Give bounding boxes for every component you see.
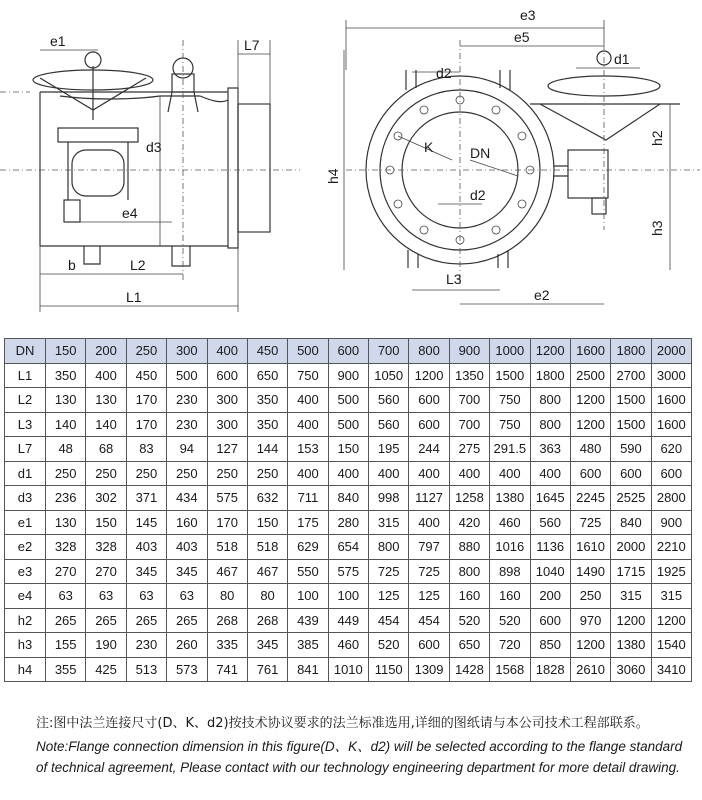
table-cell: 3410 (651, 657, 691, 682)
table-cell: 2245 (570, 486, 610, 511)
table-cell: 590 (611, 437, 651, 462)
table-cell: 63 (167, 584, 207, 609)
row-label-cell: e1 (5, 510, 46, 535)
table-row (5, 559, 692, 584)
table-cell: 190 (86, 633, 126, 658)
table-cell: 800 (369, 535, 409, 560)
table-cell: 345 (247, 633, 287, 658)
table-cell: 2000 (651, 339, 691, 364)
table-cell: 153 (288, 437, 328, 462)
table-cell: 500 (328, 388, 368, 413)
label-L1: L1 (126, 289, 142, 305)
table-cell: 230 (167, 388, 207, 413)
table-cell: 700 (369, 339, 409, 364)
table-row (5, 486, 692, 511)
table-cell: 700 (449, 412, 489, 437)
table-cell: 900 (328, 363, 368, 388)
table-cell: 363 (530, 437, 570, 462)
table-cell: 160 (449, 584, 489, 609)
table-cell: 1200 (570, 412, 610, 437)
table-cell: 80 (207, 584, 247, 609)
table-cell: 800 (409, 339, 449, 364)
row-label-cell: h4 (5, 657, 46, 682)
table-cell: 140 (46, 412, 86, 437)
table-cell: 840 (328, 486, 368, 511)
table-cell: 741 (207, 657, 247, 682)
table-cell: 439 (288, 608, 328, 633)
table-cell: 520 (449, 608, 489, 633)
table-cell: 175 (288, 510, 328, 535)
table-cell: 400 (530, 461, 570, 486)
table-cell: 250 (126, 339, 166, 364)
table-cell: 1150 (369, 657, 409, 682)
table-cell: 632 (247, 486, 287, 511)
table-cell: 600 (530, 608, 570, 633)
table-cell: 841 (288, 657, 328, 682)
table-cell: 900 (651, 510, 691, 535)
row-label-cell: d1 (5, 461, 46, 486)
table-cell: 250 (247, 461, 287, 486)
table-row (5, 608, 692, 633)
table-cell: 1828 (530, 657, 570, 682)
label-e3: e3 (520, 7, 536, 23)
table-cell: 600 (651, 461, 691, 486)
table-cell: 403 (167, 535, 207, 560)
table-cell: 160 (490, 584, 530, 609)
table-cell: 1925 (651, 559, 691, 584)
table-cell: 450 (126, 363, 166, 388)
table-cell: 2210 (651, 535, 691, 560)
table-cell: 130 (86, 388, 126, 413)
table-cell: 144 (247, 437, 287, 462)
row-label-cell: L3 (5, 412, 46, 437)
table-cell: 302 (86, 486, 126, 511)
table-cell: 155 (46, 633, 86, 658)
table-cell: 575 (328, 559, 368, 584)
table-cell: 454 (409, 608, 449, 633)
table-cell: 270 (46, 559, 86, 584)
table-cell: 250 (86, 461, 126, 486)
table-cell: 125 (409, 584, 449, 609)
table-row (5, 657, 692, 682)
table-cell: 460 (328, 633, 368, 658)
label-d2-top: d2 (436, 65, 452, 81)
table-cell: 150 (46, 339, 86, 364)
table-cell: 800 (449, 559, 489, 584)
row-label-cell: h2 (5, 608, 46, 633)
table-cell: 3000 (651, 363, 691, 388)
table-cell: 1645 (530, 486, 570, 511)
note-english: Note:Flange connection dimension in this figure(D、K、d2) will be selected according to the flange standard of technical agreement, Please contact with our technology engineering department for more detail drawing. (36, 739, 683, 775)
table-cell: 250 (167, 461, 207, 486)
label-h3: h3 (649, 220, 665, 236)
table-row (5, 461, 692, 486)
table-cell: 600 (570, 461, 610, 486)
table-cell: 250 (570, 584, 610, 609)
table-cell: 1350 (449, 363, 489, 388)
table-cell: 725 (570, 510, 610, 535)
table-cell: 800 (530, 412, 570, 437)
table-cell: 500 (328, 412, 368, 437)
table-row (5, 388, 692, 413)
table-cell: 355 (46, 657, 86, 682)
table-cell: 880 (449, 535, 489, 560)
table-header-row (5, 339, 692, 364)
table-cell: 750 (490, 412, 530, 437)
table-cell: 244 (409, 437, 449, 462)
table-cell: 125 (369, 584, 409, 609)
table-cell: 434 (167, 486, 207, 511)
label-d3: d3 (146, 139, 162, 155)
table-cell: 513 (126, 657, 166, 682)
table-cell: 268 (207, 608, 247, 633)
table-cell: 150 (86, 510, 126, 535)
table-cell: 750 (288, 363, 328, 388)
table-cell: 600 (611, 461, 651, 486)
label-L3: L3 (446, 271, 462, 287)
table-cell: 260 (167, 633, 207, 658)
table-cell: 300 (167, 339, 207, 364)
table-cell: 700 (449, 388, 489, 413)
table-cell: 1428 (449, 657, 489, 682)
row-label-cell: L2 (5, 388, 46, 413)
table-row (5, 510, 692, 535)
table-cell: 400 (207, 339, 247, 364)
table-cell: 1040 (530, 559, 570, 584)
table-cell: 250 (207, 461, 247, 486)
table-cell: 385 (288, 633, 328, 658)
table-cell: 400 (288, 412, 328, 437)
label-e4: e4 (122, 205, 138, 221)
table-cell: 150 (328, 437, 368, 462)
table-cell: 840 (611, 510, 651, 535)
table-cell: 1200 (570, 633, 610, 658)
table-cell: 711 (288, 486, 328, 511)
table-cell: 467 (247, 559, 287, 584)
table-cell: 200 (530, 584, 570, 609)
label-DN: DN (470, 145, 491, 161)
table-cell: 2700 (611, 363, 651, 388)
table-cell: 100 (328, 584, 368, 609)
label-e1: e1 (50, 33, 66, 49)
table-cell: 400 (449, 461, 489, 486)
table-cell: 160 (167, 510, 207, 535)
table-cell: 400 (288, 461, 328, 486)
table-cell: 1010 (328, 657, 368, 682)
table-cell: 600 (409, 388, 449, 413)
table-cell: 2000 (611, 535, 651, 560)
table-cell: 236 (46, 486, 86, 511)
table-cell: 1200 (651, 608, 691, 633)
table-cell: 2500 (570, 363, 610, 388)
table-cell: 371 (126, 486, 166, 511)
table-cell: 195 (369, 437, 409, 462)
table-cell: 560 (369, 388, 409, 413)
table-cell: 800 (530, 388, 570, 413)
table-row (5, 584, 692, 609)
table-cell: 1800 (611, 339, 651, 364)
table-cell: 850 (530, 633, 570, 658)
table-cell: 761 (247, 657, 287, 682)
table-cell: 200 (86, 339, 126, 364)
label-e5: e5 (514, 29, 530, 45)
table-cell: 725 (369, 559, 409, 584)
table-cell: 1200 (409, 363, 449, 388)
table-cell: 1000 (490, 339, 530, 364)
label-K: K (424, 139, 434, 155)
table-cell: 230 (167, 412, 207, 437)
table-cell: 400 (490, 461, 530, 486)
header-label-cell: DN (5, 339, 46, 364)
table-cell: 170 (207, 510, 247, 535)
table-cell: 350 (247, 412, 287, 437)
table-row (5, 363, 692, 388)
table-cell: 265 (86, 608, 126, 633)
table-cell: 1050 (369, 363, 409, 388)
table-cell: 3060 (611, 657, 651, 682)
table-cell: 720 (490, 633, 530, 658)
table-cell: 750 (490, 388, 530, 413)
table-cell: 1800 (530, 363, 570, 388)
table-cell: 127 (207, 437, 247, 462)
table-cell: 600 (409, 412, 449, 437)
table-cell: 520 (369, 633, 409, 658)
table-cell: 900 (449, 339, 489, 364)
table-cell: 600 (409, 633, 449, 658)
table-cell: 63 (86, 584, 126, 609)
table-cell: 400 (328, 461, 368, 486)
technical-drawing (0, 0, 702, 330)
table-cell: 650 (247, 363, 287, 388)
row-label-cell: e2 (5, 535, 46, 560)
table-cell: 2610 (570, 657, 610, 682)
table-cell: 1500 (611, 388, 651, 413)
table-cell: 170 (126, 388, 166, 413)
table-cell: 265 (126, 608, 166, 633)
table-cell: 518 (207, 535, 247, 560)
table-cell: 350 (46, 363, 86, 388)
row-label-cell: e3 (5, 559, 46, 584)
table-cell: 1380 (490, 486, 530, 511)
label-d2-bottom: d2 (470, 187, 486, 203)
table-cell: 550 (288, 559, 328, 584)
table-cell: 130 (46, 510, 86, 535)
table-cell: 291.5 (490, 437, 530, 462)
table-cell: 350 (247, 388, 287, 413)
label-b: b (68, 257, 76, 273)
table-cell: 94 (167, 437, 207, 462)
table-cell: 1309 (409, 657, 449, 682)
table-cell: 500 (288, 339, 328, 364)
table-cell: 454 (369, 608, 409, 633)
table-cell: 63 (46, 584, 86, 609)
table-cell: 1568 (490, 657, 530, 682)
table-cell: 403 (126, 535, 166, 560)
table-cell: 400 (288, 388, 328, 413)
table-cell: 1380 (611, 633, 651, 658)
table-cell: 1715 (611, 559, 651, 584)
label-L7: L7 (244, 37, 260, 53)
label-h4: h4 (325, 168, 341, 184)
table-cell: 970 (570, 608, 610, 633)
table-cell: 1610 (570, 535, 610, 560)
label-e2: e2 (534, 287, 550, 303)
table-cell: 63 (126, 584, 166, 609)
label-L2: L2 (130, 257, 146, 273)
table-cell: 250 (46, 461, 86, 486)
table-cell: 328 (86, 535, 126, 560)
table-row (5, 535, 692, 560)
table-cell: 650 (449, 633, 489, 658)
table-cell: 300 (207, 388, 247, 413)
table-row (5, 633, 692, 658)
table-cell: 400 (369, 461, 409, 486)
table-cell: 130 (46, 388, 86, 413)
table-cell: 460 (490, 510, 530, 535)
table-cell: 1600 (570, 339, 610, 364)
row-label-cell: d3 (5, 486, 46, 511)
table-cell: 268 (247, 608, 287, 633)
table-cell: 1016 (490, 535, 530, 560)
table-cell: 1490 (570, 559, 610, 584)
table-cell: 335 (207, 633, 247, 658)
row-label-cell: h3 (5, 633, 46, 658)
table-cell: 520 (490, 608, 530, 633)
table-cell: 48 (46, 437, 86, 462)
table-cell: 480 (570, 437, 610, 462)
table-cell: 265 (167, 608, 207, 633)
table-cell: 68 (86, 437, 126, 462)
dimension-table (4, 338, 692, 682)
front-view (325, 7, 700, 304)
table-cell: 500 (167, 363, 207, 388)
table-cell: 300 (207, 412, 247, 437)
table-cell: 654 (328, 535, 368, 560)
table-cell: 425 (86, 657, 126, 682)
table-cell: 600 (328, 339, 368, 364)
table-cell: 1500 (490, 363, 530, 388)
table-cell: 400 (409, 510, 449, 535)
table-cell: 1600 (651, 388, 691, 413)
table-cell: 230 (126, 633, 166, 658)
table-cell: 575 (207, 486, 247, 511)
table-row (5, 437, 692, 462)
table-cell: 1258 (449, 486, 489, 511)
note-chinese: 注:图中法兰连接尺寸(D、K、d2)按技术协议要求的法兰标准选用,详细的图纸请与本公司技术工程部联系。 (36, 716, 649, 731)
table-cell: 2800 (651, 486, 691, 511)
table-cell: 170 (126, 412, 166, 437)
table-cell: 1200 (530, 339, 570, 364)
table-cell: 620 (651, 437, 691, 462)
table-cell: 270 (86, 559, 126, 584)
table-cell: 420 (449, 510, 489, 535)
table-cell: 315 (611, 584, 651, 609)
table-cell: 275 (449, 437, 489, 462)
label-d1: d1 (614, 51, 630, 67)
table-cell: 467 (207, 559, 247, 584)
table-cell: 518 (247, 535, 287, 560)
table-cell: 250 (126, 461, 166, 486)
table-cell: 1600 (651, 412, 691, 437)
table-cell: 1500 (611, 412, 651, 437)
table-cell: 898 (490, 559, 530, 584)
table-row (5, 412, 692, 437)
table-cell: 280 (328, 510, 368, 535)
table-cell: 2525 (611, 486, 651, 511)
table-cell: 400 (409, 461, 449, 486)
label-h2: h2 (649, 130, 665, 146)
table-cell: 1200 (570, 388, 610, 413)
table-cell: 449 (328, 608, 368, 633)
table-cell: 140 (86, 412, 126, 437)
table-cell: 145 (126, 510, 166, 535)
table-cell: 725 (409, 559, 449, 584)
table-cell: 1540 (651, 633, 691, 658)
table-cell: 797 (409, 535, 449, 560)
table-cell: 80 (247, 584, 287, 609)
table-cell: 1200 (611, 608, 651, 633)
row-label-cell: e4 (5, 584, 46, 609)
table-cell: 560 (530, 510, 570, 535)
table-cell: 629 (288, 535, 328, 560)
table-cell: 573 (167, 657, 207, 682)
table-cell: 315 (369, 510, 409, 535)
table-cell: 150 (247, 510, 287, 535)
side-view (0, 33, 300, 312)
table-cell: 560 (369, 412, 409, 437)
table-cell: 1136 (530, 535, 570, 560)
table-cell: 83 (126, 437, 166, 462)
table-cell: 450 (247, 339, 287, 364)
table-cell: 345 (126, 559, 166, 584)
table-cell: 400 (86, 363, 126, 388)
table-cell: 315 (651, 584, 691, 609)
row-label-cell: L7 (5, 437, 46, 462)
table-cell: 600 (207, 363, 247, 388)
table-cell: 998 (369, 486, 409, 511)
row-label-cell: L1 (5, 363, 46, 388)
table-cell: 265 (46, 608, 86, 633)
table-cell: 328 (46, 535, 86, 560)
table-cell: 345 (167, 559, 207, 584)
table-cell: 1127 (409, 486, 449, 511)
table-cell: 100 (288, 584, 328, 609)
